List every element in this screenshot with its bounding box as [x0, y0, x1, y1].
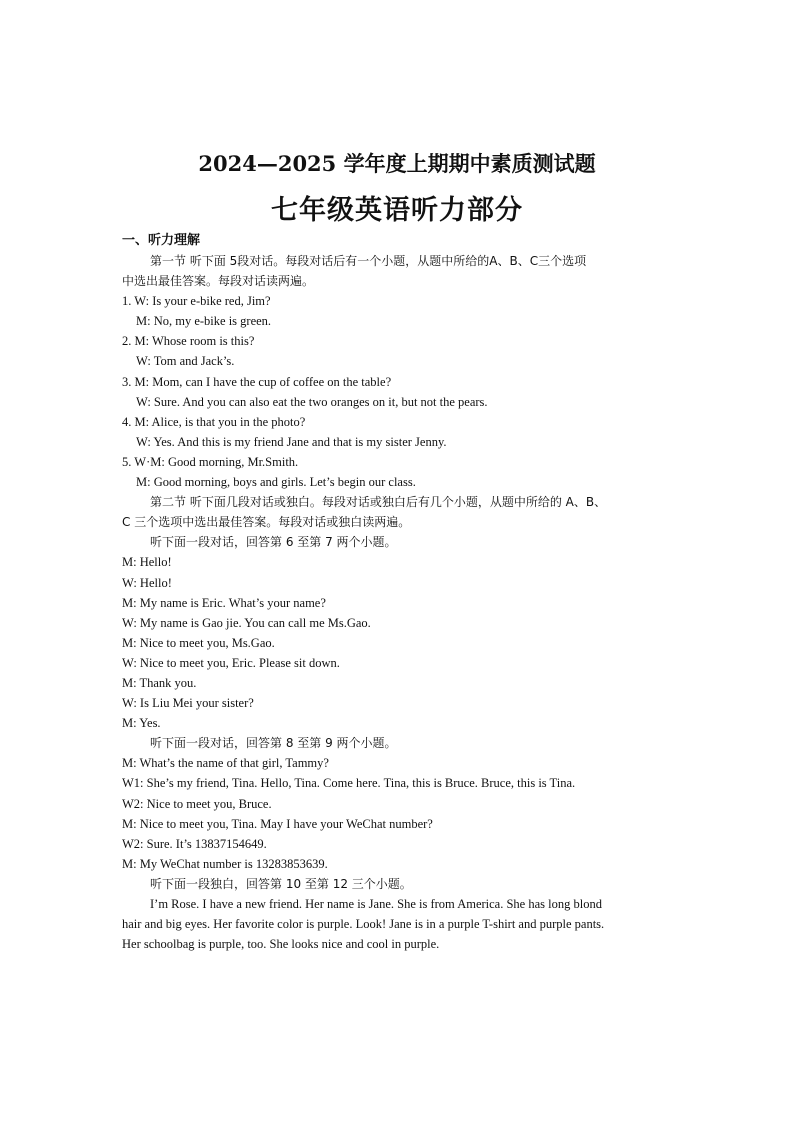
q2-line1: 2. M: Whose room is this? — [122, 334, 255, 349]
dialogue1-line: W: Nice to meet you, Eric. Please sit down. — [122, 655, 340, 670]
dialogue2-line: W2: Nice to meet you, Bruce. — [122, 796, 272, 811]
q2-line2: W: Tom and Jack’s. — [136, 354, 235, 369]
dialogue2-line: M: What’s the name of that girl, Tammy? — [122, 756, 329, 771]
dialogue2-line: M: Nice to meet you, Tina. May I have your WeChat number? — [122, 816, 433, 831]
dialogue1-line: W: Is Liu Mei your sister? — [122, 696, 254, 711]
q5-line1: 5. W·M: Good morning, Mr.Smith. — [122, 454, 299, 469]
dialogue1-line: W: My name is Gao jie. You can call me Ms.Gao. — [122, 615, 371, 630]
q3-line2: W: Sure. And you can also eat the two oranges on it, but not the pears. — [136, 394, 488, 409]
dialogue1-intro: 听下面一段对话，回答第 6 至第 7 两个小题。 — [150, 535, 397, 550]
q1-line2: M: No, my e-bike is green. — [136, 314, 272, 329]
part2-intro-line2: C 三个选项中选出最佳答案。每段对话或独白读两遍。 — [122, 515, 411, 530]
dialogue1-line: M: Hello! — [122, 555, 172, 570]
q1-line1: 1. W: Is your e-bike red, Jim? — [122, 294, 271, 309]
dialogue1-line: M: Nice to meet you, Ms.Gao. — [122, 635, 275, 650]
exam-title: 2024—2025 学年度上期期中素质测试题 — [198, 151, 596, 176]
q3-line1: 3. M: Mom, can I have the cup of coffee on the table? — [122, 374, 392, 389]
part1-intro-line1: 第一节 听下面 5段对话。每段对话后有一个小题，从题中所给的A、B、C三个选项 — [150, 254, 587, 268]
q5-line2: M: Good morning, boys and girls. Let’s begin our class. — [136, 475, 416, 490]
dialogue2-intro: 听下面一段对话，回答第 8 至第 9 两个小题。 — [150, 736, 397, 751]
part2-intro-line1: 第二节 听下面几段对话或独白。每段对话或独白后有几个小题，从题中所给的 A、B、 — [150, 495, 607, 510]
dialogue2-line: M: My WeChat number is 13283853639. — [122, 856, 328, 871]
section-heading: 一、听力理解 — [122, 233, 201, 248]
monologue-line3: Her schoolbag is purple, too. She looks nice and cool in purple. — [122, 937, 440, 952]
monologue-intro: 听下面一段独白，回答第 10 至第 12 三个小题。 — [150, 876, 412, 891]
dialogue1-line: W: Hello! — [122, 575, 172, 590]
q4-line2: W: Yes. And this is my friend Jane and that is my sister Jenny. — [136, 434, 447, 449]
listening-script — [122, 251, 672, 954]
dialogue2-line: W2: Sure. It’s 13837154649. — [122, 836, 267, 851]
monologue-line2: hair and big eyes. Her favorite color is purple. Look! Jane is in a purple T-shirt and purple pants. — [122, 917, 605, 932]
dialogue1-line: M: Thank you. — [122, 675, 197, 690]
monologue-line1: I’m Rose. I have a new friend. Her name is Jane. She is from America. She has long blond — [150, 897, 602, 911]
exam-subtitle: 七年级英语听力部分 — [271, 195, 523, 226]
dialogue1-line: M: My name is Eric. What’s your name? — [122, 595, 326, 610]
part1-intro-line2: 中选出最佳答案。每段对话读两遍。 — [122, 274, 315, 289]
q4-line1: 4. M: Alice, is that you in the photo? — [122, 414, 306, 429]
dialogue2-line: W1: She’s my friend, Tina. Hello, Tina. Come here. Tina, this is Bruce. Bruce, this is Tina. — [122, 776, 576, 791]
dialogue1-line: M: Yes. — [122, 716, 161, 731]
